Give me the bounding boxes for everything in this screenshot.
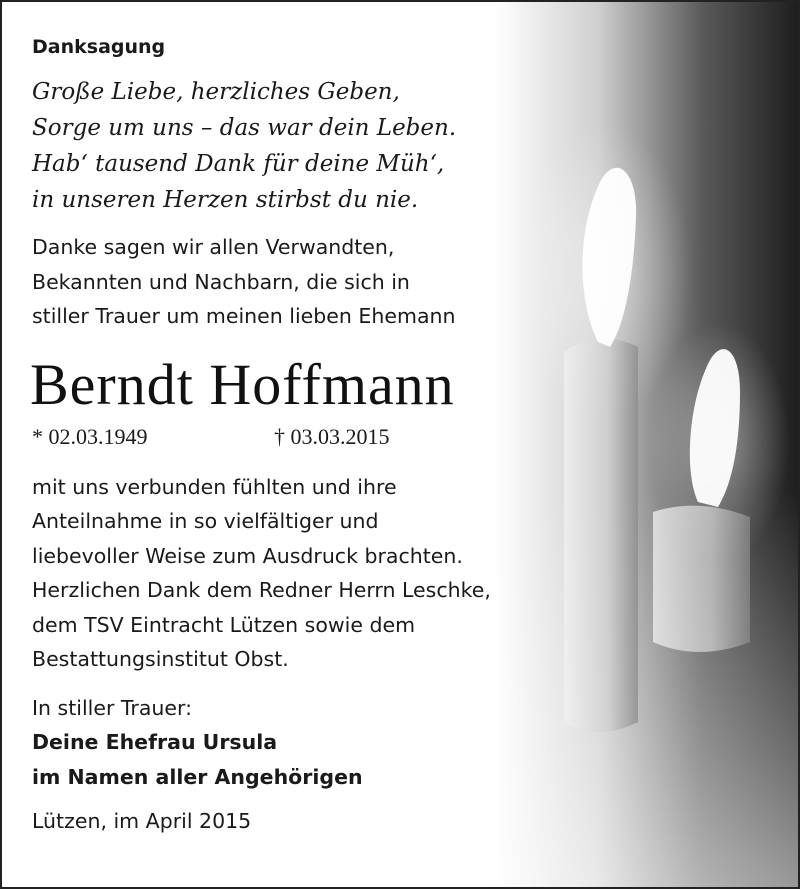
poem-line: Hab‘ tausend Dank für deine Müh‘, — [32, 151, 445, 177]
intro-line: stiller Trauer um meinen lieben Ehemann — [32, 304, 456, 328]
signer-line: im Namen aller Angehörigen — [32, 764, 363, 789]
poem — [32, 74, 592, 218]
intro-line: Danke sagen wir allen Verwandten, — [32, 235, 395, 259]
poem-line: Große Liebe, herzliches Geben, — [32, 79, 400, 105]
body-paragraph — [32, 470, 592, 677]
mourning-label: In stiller Trauer: — [32, 695, 192, 720]
notice-text — [32, 30, 592, 839]
intro-paragraph — [32, 230, 592, 334]
signature-block — [32, 691, 592, 795]
signer-line: Deine Ehefrau Ursula — [32, 730, 278, 754]
intro-line: Bekannten und Nachbarn, die sich in — [32, 269, 410, 294]
notice-heading: Danksagung — [32, 36, 166, 58]
body-line: dem TSV Eintracht Lützen sowie dem — [32, 612, 416, 637]
body-line: liebevoller Weise zum Ausdruck brachten. — [32, 543, 463, 568]
place-date: Lützen, im April 2015 — [32, 809, 252, 833]
birth-date: * 02.03.1949 — [32, 423, 148, 449]
body-line: Herzlichen Dank dem Redner Herrn Leschke, — [32, 578, 491, 602]
death-date: † 03.03.2015 — [274, 423, 390, 449]
deceased-name: Berndt Hoffmann — [30, 351, 455, 417]
life-dates — [32, 422, 592, 452]
body-line: mit uns verbunden fühlten und ihre — [32, 474, 397, 499]
body-line: Bestattungsinstitut Obst. — [32, 647, 289, 671]
poem-line: in unseren Herzen stirbst du nie. — [32, 187, 419, 213]
body-line: Anteilnahme in so vielfältiger und — [32, 509, 379, 533]
poem-line: Sorge um uns – das war dein Leben. — [32, 115, 457, 141]
